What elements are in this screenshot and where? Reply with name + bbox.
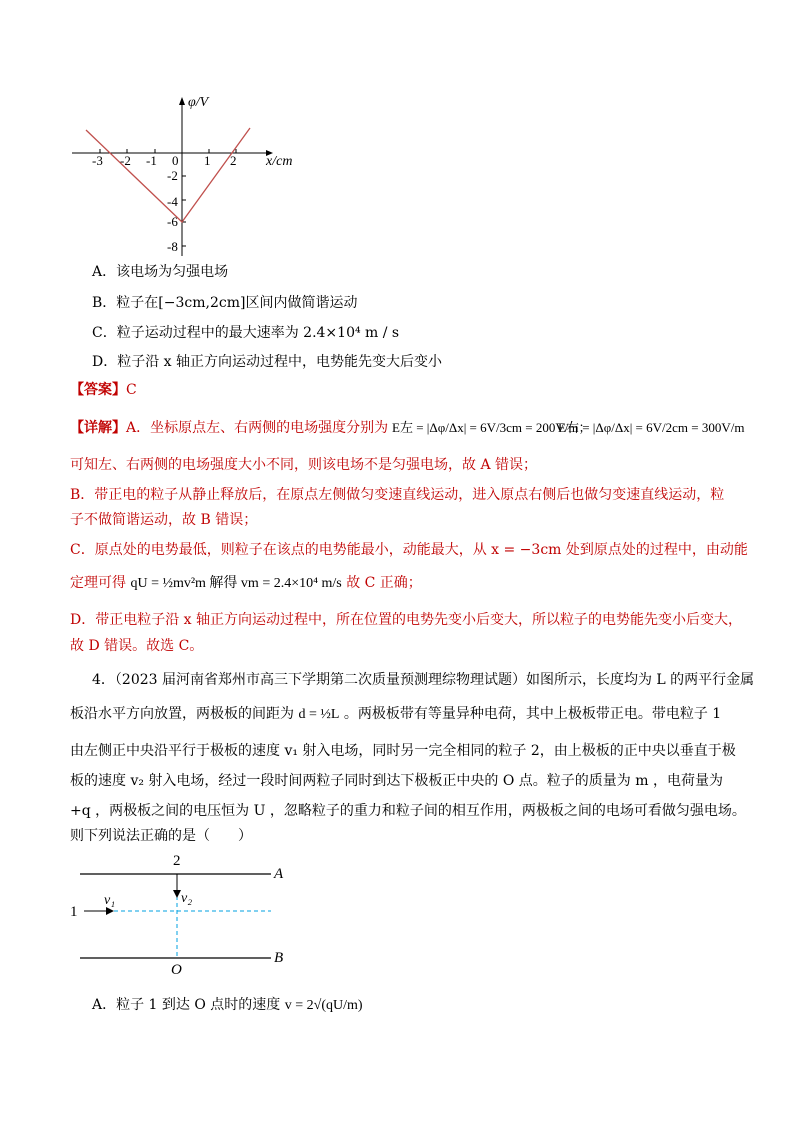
q4-option-a-eq: v = 2√(qU/m) <box>284 998 363 1013</box>
y-tick-label: -4 <box>167 194 178 209</box>
y-tick-label: -2 <box>167 168 178 183</box>
potential-graph <box>70 88 310 258</box>
label-O: O <box>171 962 182 978</box>
q4-line6: 则下列说法正确的是（ ） <box>70 828 252 844</box>
y-ticks <box>167 168 178 254</box>
q4-line1: 4．（2023 届河南省郑州市高三下学期第二次质量预测理综物理试题）如图所示，长度均为 L 的两平行金属 <box>92 672 755 688</box>
detail-a-line1 <box>70 418 388 438</box>
label-B: B <box>274 950 284 966</box>
q4-option-a <box>92 995 363 1016</box>
detail-c-line2 <box>70 573 422 594</box>
y-tick-label: -8 <box>167 239 178 254</box>
q4-line5: +q ，两极板之间的电压恒为 U ，忽略粒子的重力和粒子间的相互作用，两极板之间的电场可看做匀强电场。 <box>70 803 746 819</box>
detail-c-prefix: 定理可得 <box>70 575 126 591</box>
v2-arrow-head <box>173 890 181 898</box>
q4-option-a-text: A．粒子 1 到达 O 点时的速度 <box>92 997 281 1013</box>
label-v1: v₁ <box>104 893 116 908</box>
detail-label: 【详解】 <box>70 420 126 436</box>
detail-b-line1: B．带正电的粒子从静止释放后，在原点左侧做匀变速直线运动，进入原点右侧后也做匀变速直线运动，粒 <box>70 487 725 503</box>
label-A: A <box>274 866 284 882</box>
option-c: C．粒子运动过程中的最大速率为 2.4×10⁴ m / s <box>92 325 400 341</box>
y-tick-marks <box>182 176 186 246</box>
q4-line4: 板的速度 v₂ 射入电场，经过一段时间两粒子同时到达下极板正中央的 O 点。粒子的质量为 m ，电荷量为 <box>70 773 723 789</box>
label-1: 1 <box>70 904 78 920</box>
x-tick-label: -1 <box>146 153 157 168</box>
answer <box>70 380 137 400</box>
y-tick-label: -6 <box>167 214 178 229</box>
x-tick-label: 2 <box>230 153 237 168</box>
detail-e-right: E右 = |Δφ/Δx| = 6V/2cm = 300V/m <box>558 420 745 435</box>
answer-value: C <box>126 382 137 398</box>
detail-a-line2: 可知左、右两侧的电场强度大小不同，则该电场不是匀强电场，故 A 错误； <box>70 457 538 473</box>
answer-label: 【答案】 <box>70 382 126 398</box>
detail-c-line1: C．原点处的电势最低，则粒子在该点的电势能最小，动能最大，从 x = −3cm 处到原点处的过程中，由动能 <box>70 542 748 558</box>
detail-a-prefix: A．坐标原点左、右两侧的电场强度分别为 <box>126 420 389 436</box>
option-b: B．粒子在[−3cm,2cm]区间内做简谐运动 <box>92 295 358 311</box>
x-tick-label: -2 <box>120 153 131 168</box>
x-axis-label: x/cm <box>266 154 293 169</box>
detail-b-line2: 子不做简谐运动，故 B 错误； <box>70 512 258 528</box>
q4-line2-suffix: 。两极板带有等量异种电荷，其中上极板带正电。带电粒子 1 <box>343 706 722 722</box>
label-v2: v₂ <box>181 891 193 906</box>
detail-d-line1: D．带正电粒子沿 x 轴正方向运动过程中，所在位置的电势先变小后变大，所以粒子的电势能先变小后变大， <box>70 612 743 628</box>
detail-e-left: E左 = |Δφ/Δx| = 6V/3cm = 200V/m； <box>392 420 592 435</box>
q4-line2 <box>70 704 721 725</box>
plates-diagram <box>66 848 296 978</box>
x-tick-label: 0 <box>172 153 179 168</box>
q4-line3: 由左侧正中央沿平行于极板的速度 v₁ 射入电场，同时另一完全相同的粒子 2，由上极板的正中央以垂直于极 <box>70 743 736 759</box>
option-a: A．该电场为匀强电场 <box>92 264 229 280</box>
option-d: D．粒子沿 x 轴正方向运动过程中，电势能先变大后变小 <box>92 354 443 370</box>
detail-d-line2: 故 D 错误。故选 C。 <box>70 638 204 654</box>
x-tick-label: 1 <box>204 153 211 168</box>
y-axis-label: φ/V <box>188 95 209 110</box>
detail-c-eq: qU = ½mv²m 解得 vm = 2.4×10⁴ m/s <box>130 576 342 591</box>
y-axis-arrow <box>179 97 185 105</box>
detail-c-suffix: 故 C 正确； <box>346 575 422 591</box>
q4-line2-prefix: 板沿水平方向放置，两极板的间距为 <box>70 706 294 722</box>
label-2: 2 <box>173 853 181 869</box>
q4-line2-eq: d = ½L <box>298 707 340 722</box>
x-tick-label: -3 <box>92 153 103 168</box>
v1-arrow-head <box>106 907 114 915</box>
x-ticks <box>92 153 237 168</box>
